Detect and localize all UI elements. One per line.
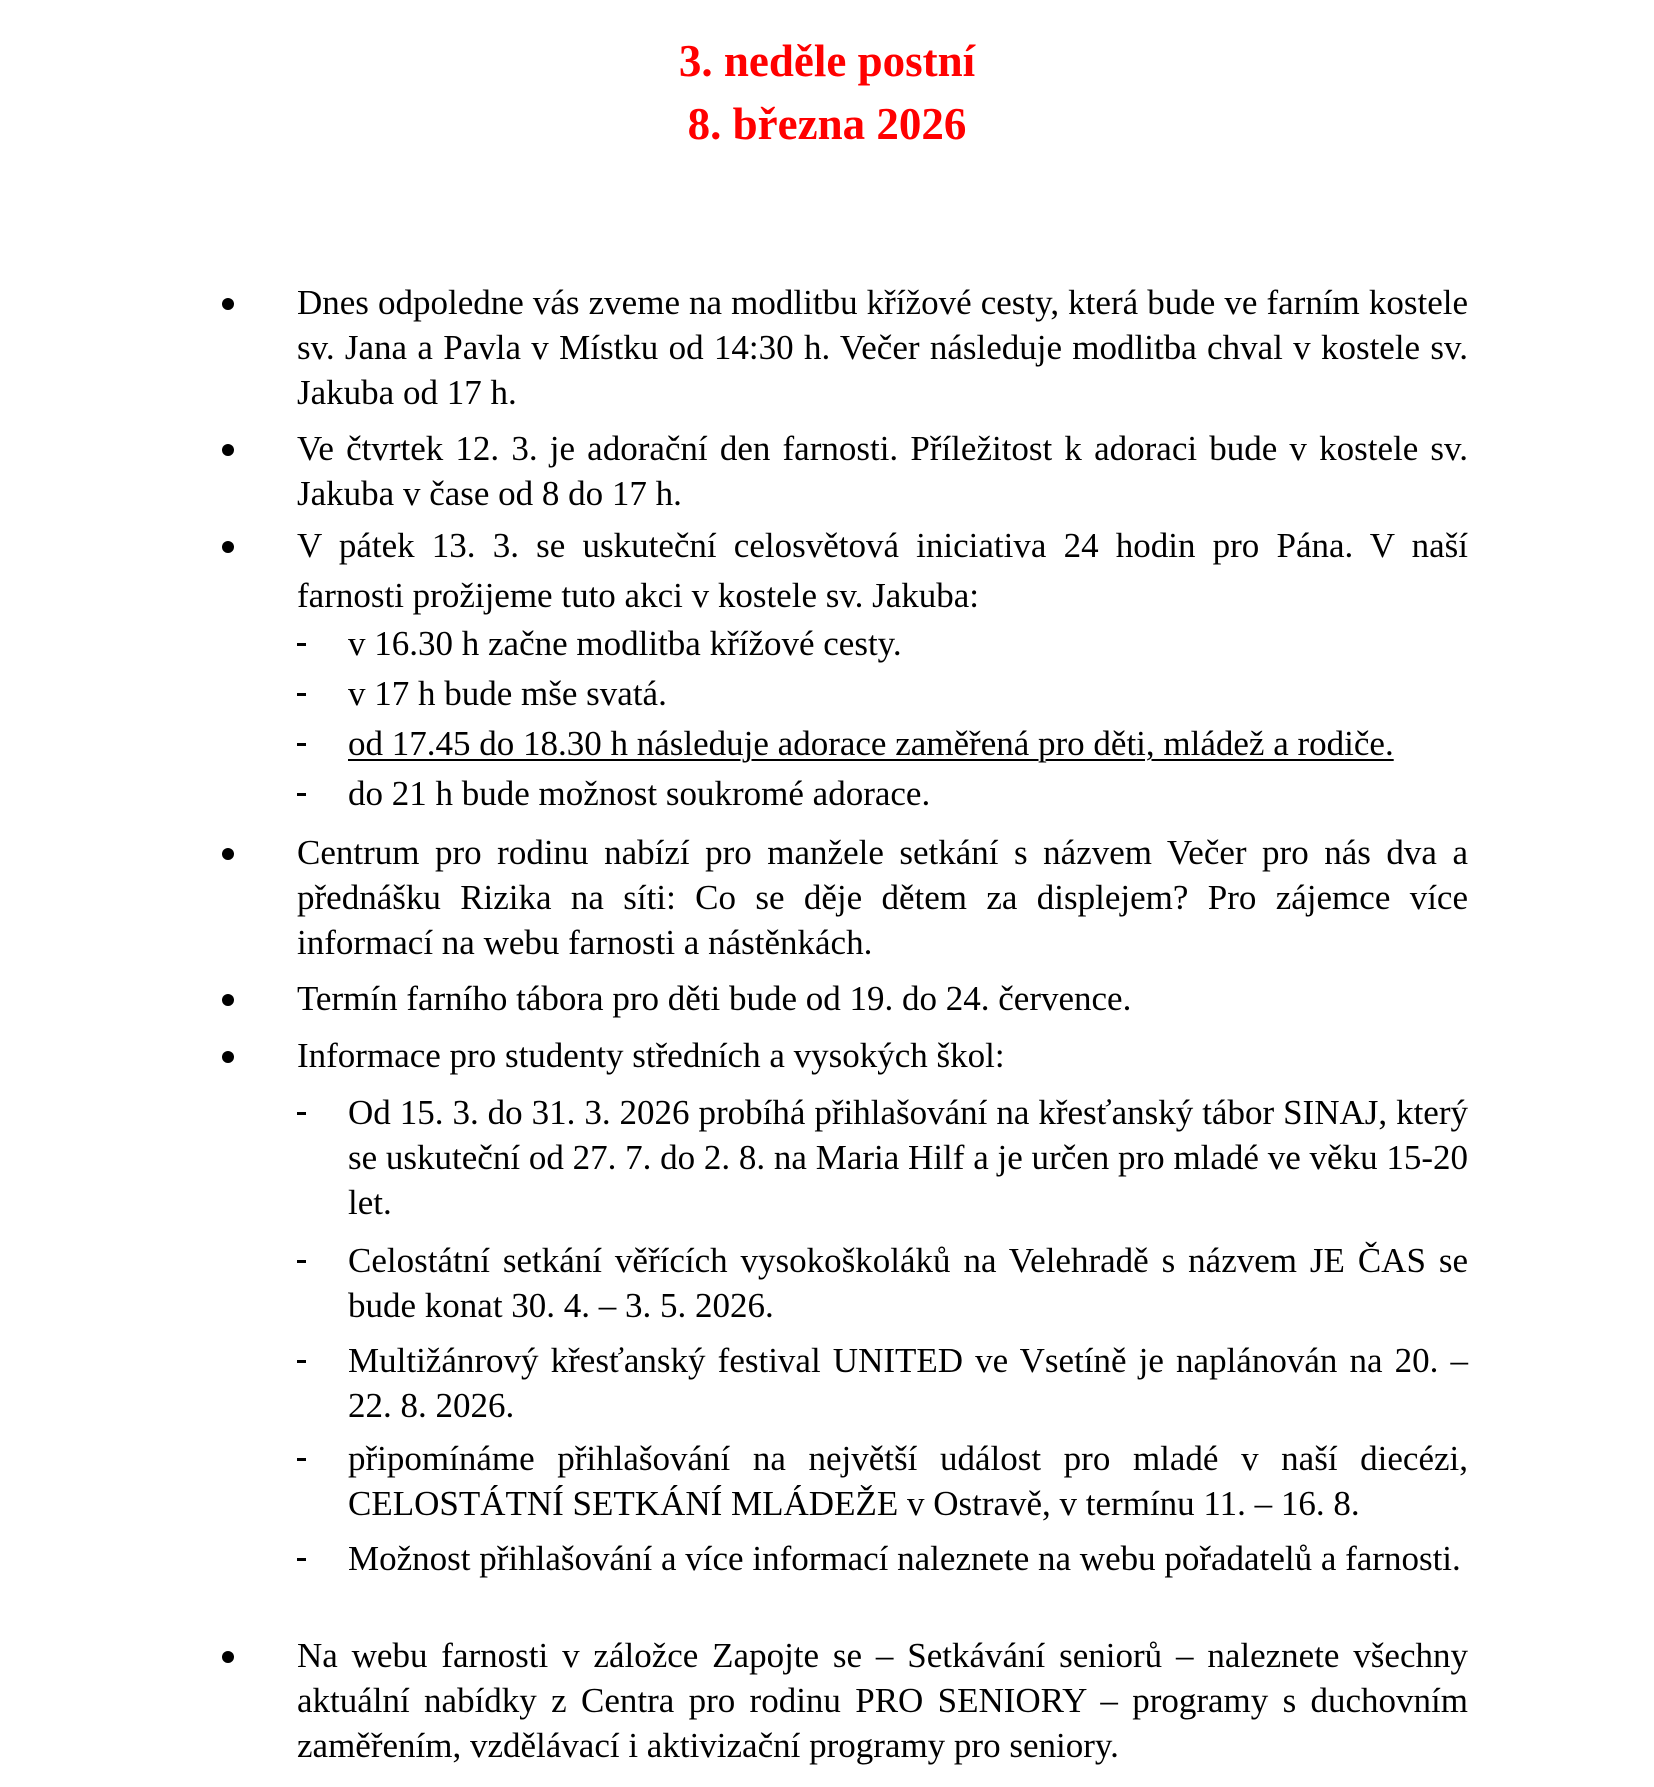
announcement-item	[297, 426, 1468, 516]
bullet-icon	[222, 541, 234, 553]
bullet-icon	[222, 994, 234, 1006]
dash-icon	[297, 1260, 306, 1263]
dash-icon	[297, 1458, 306, 1461]
announcement-item	[297, 280, 1468, 415]
sub-item-underlined	[348, 721, 1468, 766]
dash-icon	[297, 743, 306, 746]
sub-item-text: připomínáme přihlašování na největší událost pro mladé v naší diecézi, CELOSTÁTNÍ SETKÁNÍ MLÁDEŽE v Ostravě, v termínu 11. – 16. 8.	[348, 1439, 1468, 1523]
announcement-text: Termín farního tábora pro děti bude od 19. do 24. července.	[297, 979, 1132, 1018]
announcement-text: Dnes odpoledne vás zveme na modlitbu křížové cesty, která bude ve farním kostele sv. Jana a Pavla v Místku od 14:30 h. Večer následuje modlitba chval v kostele sv. Jakuba od 17 h.	[297, 283, 1468, 412]
sub-item	[348, 671, 1468, 716]
title-line-2: 8. března 2026	[687, 99, 967, 149]
sub-item-text: Multižánrový křesťanský festival UNITED ve Vsetíně je naplánován na 20. – 22. 8. 2026.	[348, 1341, 1468, 1425]
sub-item	[348, 1536, 1468, 1581]
sub-item-text: Od 15. 3. do 31. 3. 2026 probíhá přihlašování na křesťanský tábor SINAJ, který se uskuteční od 27. 7. do 2. 8. na Maria Hilf a je určen pro mladé ve věku 15-20 let.	[348, 1093, 1468, 1222]
dash-icon	[297, 1558, 306, 1561]
dash-icon	[297, 643, 306, 646]
announcement-item	[297, 521, 1468, 621]
dash-icon	[297, 1360, 306, 1363]
announcement-text: Centrum pro rodinu nabízí pro manžele setkání s názvem Večer pro nás dva a přednášku Rizika na síti: Co se děje dětem za displejem? Pro zájemce více informací na webu farnosti a nástěnkách.	[297, 833, 1468, 962]
announcement-text: Ve čtvrtek 12. 3. je adorační den farnosti. Příležitost k adoraci bude v kostele sv. Jakuba v čase od 8 do 17 h.	[297, 429, 1468, 513]
dash-icon	[297, 693, 306, 696]
announcement-item	[297, 1633, 1468, 1768]
announcement-item	[297, 1033, 1468, 1078]
dash-icon	[297, 793, 306, 796]
sub-item-text: v 17 h bude mše svatá.	[348, 674, 667, 713]
sub-item-text: do 21 h bude možnost soukromé adorace.	[348, 774, 931, 813]
sub-item	[348, 621, 1468, 666]
bullet-icon	[222, 848, 234, 860]
bullet-icon	[222, 298, 234, 310]
sub-item	[348, 771, 1468, 816]
sub-item-text: Celostátní setkání věřících vysokoškoláků na Velehradě s názvem JE ČAS se bude konat 30. 4. – 3. 5. 2026.	[348, 1241, 1468, 1325]
page-title	[0, 30, 1654, 156]
sub-item	[348, 1238, 1468, 1328]
announcement-item	[297, 976, 1468, 1021]
sub-item	[348, 1338, 1468, 1428]
bullet-icon	[222, 1051, 234, 1063]
announcement-item	[297, 830, 1468, 965]
sub-item	[348, 1436, 1468, 1526]
sub-item-text: Možnost přihlašování a více informací naleznete na webu pořadatelů a farnosti.	[348, 1539, 1461, 1578]
dash-icon	[297, 1112, 306, 1115]
sub-item-text: v 16.30 h začne modlitba křížové cesty.	[348, 624, 902, 663]
title-line-1: 3. neděle postní	[678, 36, 976, 86]
sub-item-text: od 17.45 do 18.30 h následuje adorace zaměřená pro děti, mládež a rodiče.	[348, 724, 1394, 763]
announcement-text: Na webu farnosti v záložce Zapojte se – Setkávání seniorů – naleznete všechny aktuální nabídky z Centra pro rodinu PRO SENIORY – programy s duchovním zaměřením, vzdělávací i aktivizační programy pro seniory.	[297, 1636, 1468, 1765]
announcement-text: V pátek 13. 3. se uskuteční celosvětová iniciativa 24 hodin pro Pána. V naší farnosti prožijeme tuto akci v kostele sv. Jakuba:	[297, 526, 1468, 615]
sub-item	[348, 1090, 1468, 1225]
bullet-icon	[222, 1651, 234, 1663]
announcement-text: Informace pro studenty středních a vysokých škol:	[297, 1036, 1005, 1075]
bullet-icon	[222, 444, 234, 456]
